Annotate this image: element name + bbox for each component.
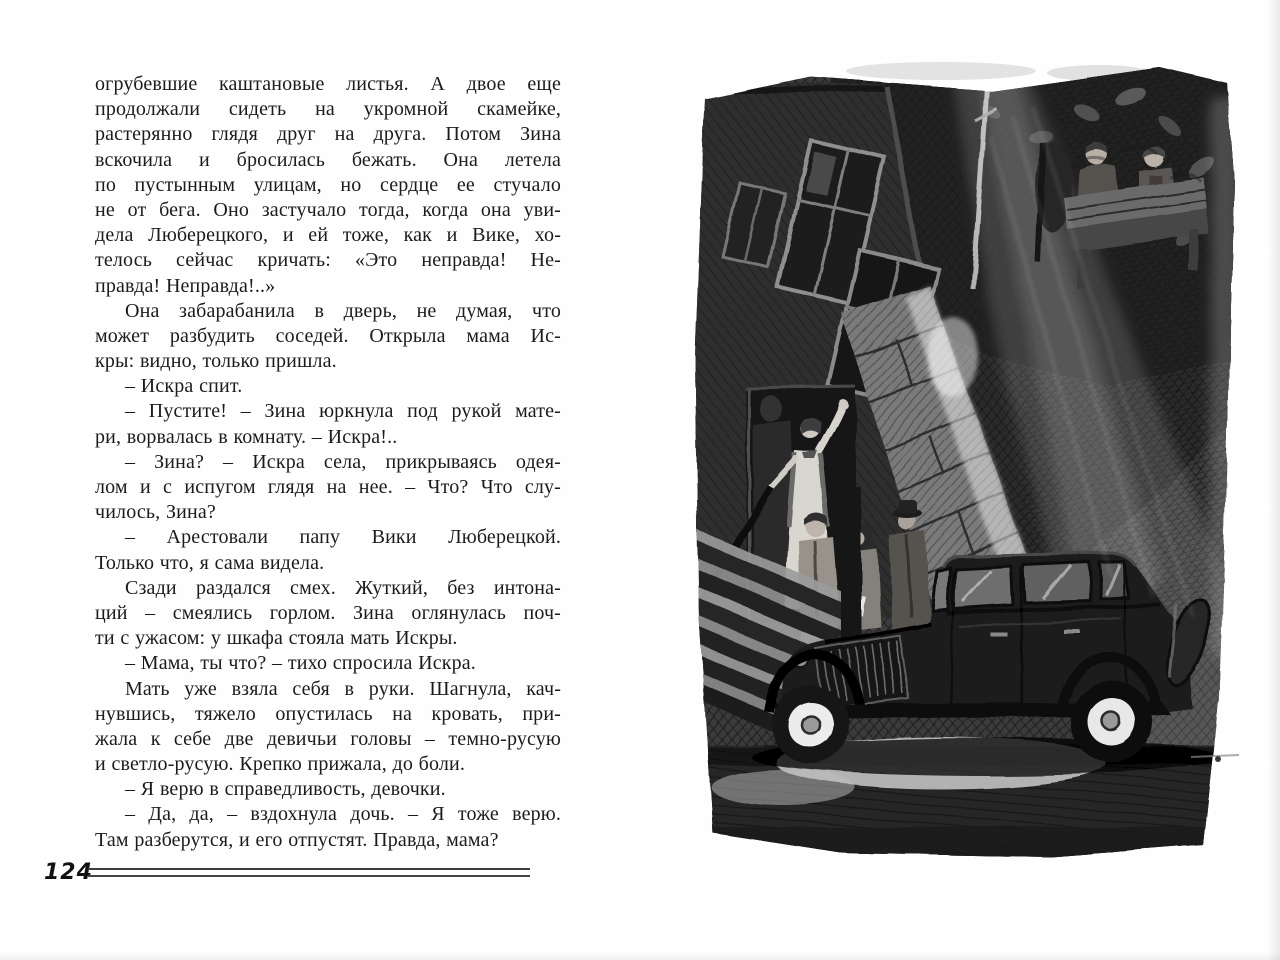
text-line: огрубевшие каштановые листья. А двое еще	[95, 73, 561, 95]
text-line: Сзади раздался смех. Жуткий, без интона-	[125, 576, 561, 599]
text-line: ти с ужасом: у шкафа стояла мать Искры.	[95, 627, 458, 650]
page-bottom-shading	[0, 952, 1280, 960]
text-line: – Пустите! – Зина юркнула под рукой мате-	[125, 400, 561, 423]
text-line: – Да, да, – вздохнула дочь. – Я тоже верю.	[125, 803, 561, 826]
footer-rule	[88, 868, 530, 877]
text-line: лом и с испугом глядя на нее. – Что? Что слу-	[95, 476, 561, 498]
text-line: Только что, я сама видела.	[95, 551, 325, 574]
text-line: по пустынным улицам, но сердце ее стучало	[95, 173, 561, 196]
text-line: и светло-русую. Крепко прижала, до боли.	[95, 753, 465, 776]
text-line: – Мама, ты что? – тихо спросила Искра.	[125, 652, 476, 675]
text-line: Мать уже взяла себя в руки. Шагнула, кач-	[125, 677, 561, 700]
text-line: ри, ворвалась в комнату. – Искра!..	[95, 425, 398, 448]
text-line: продолжали сидеть на укромной скамейке,	[95, 98, 561, 121]
text-line: не от бега. Оно застучало тогда, когда она уви-	[95, 198, 561, 221]
text-line: – Зина? – Искра села, прикрываясь одея-	[125, 450, 561, 473]
text-line: правда! Неправда!..»	[95, 274, 276, 297]
text-line: Она забарабанила в дверь, не думая, что	[125, 299, 561, 322]
page-edge-shading	[1268, 0, 1280, 960]
page-number: 124	[44, 860, 93, 885]
text-line: телось сейчас кричать: «Это неправда! Не-	[95, 249, 561, 272]
text-line: – Я верю в справедливость, девочки.	[125, 778, 446, 801]
text-line: – Искра спит.	[125, 375, 243, 398]
text-line: вскочила и бросилась бежать. Она летела	[95, 148, 561, 171]
text-line: чилось, Зина?	[95, 501, 216, 524]
text-line: может разбудить соседей. Открыла мама Ис-	[95, 324, 561, 347]
text-line: нувшись, тяжело опустилась на кровать, при-	[95, 702, 561, 725]
text-line: жала к себе две девичьи головы – темно-русую	[95, 727, 561, 750]
text-line: ций – смеялись горлом. Зина оглянулась поч-	[95, 601, 561, 624]
text-line: растерянно глядя друг на друга. Потом Зина	[95, 123, 561, 146]
text-line: Там разберутся, и его отпустят. Правда, мама?	[95, 828, 499, 851]
text-line: кры: видно, только пришла.	[95, 350, 337, 373]
text-column	[95, 72, 561, 853]
text-line: – Арестовали папу Вики Люберецкой.	[125, 526, 561, 549]
book-illustration	[691, 57, 1240, 869]
text-line: дела Люберецкого, и ей тоже, как и Вике, хо-	[95, 224, 561, 247]
